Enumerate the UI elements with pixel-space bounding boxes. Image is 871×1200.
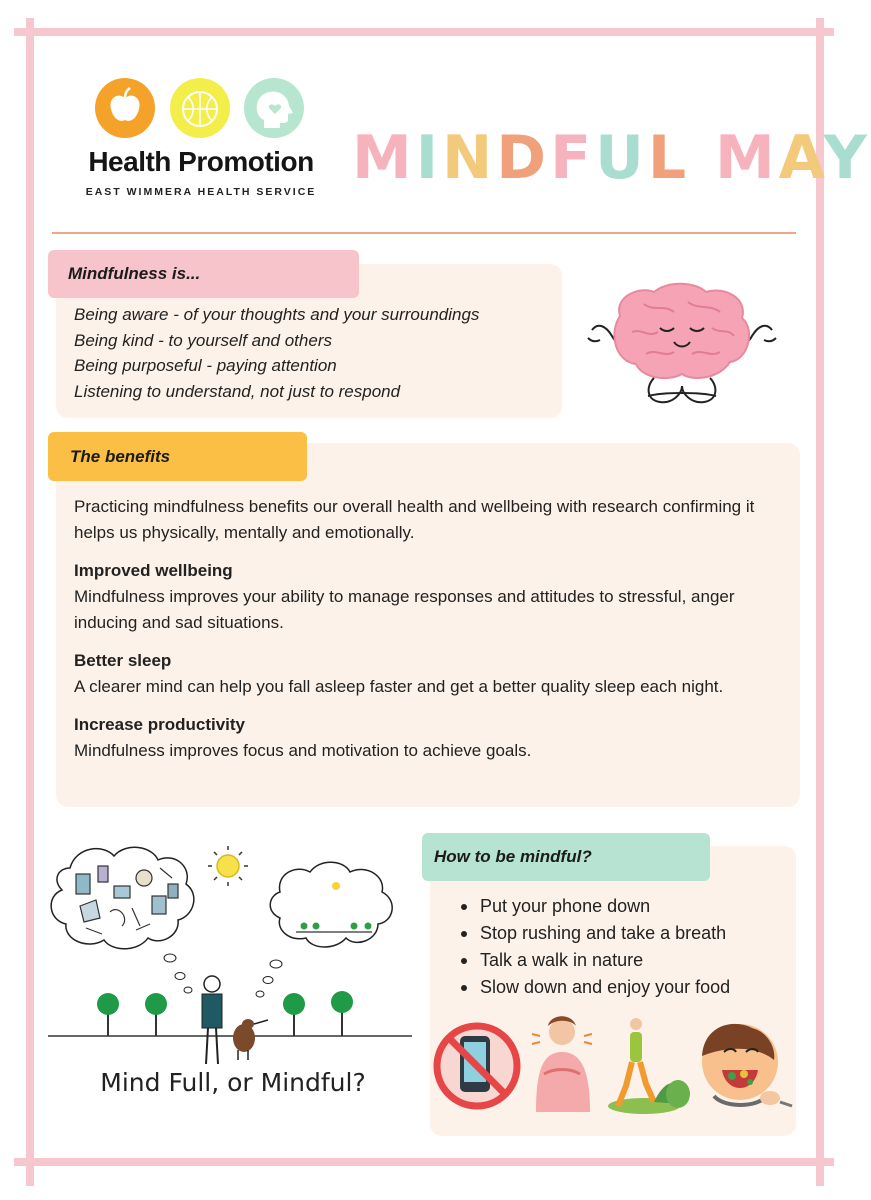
headline-letter: M <box>714 123 779 193</box>
how-icons-strip <box>432 1012 794 1120</box>
no-phone-icon <box>435 1024 519 1108</box>
intro-line: Being aware - of your thoughts and your surroundings <box>74 305 480 324</box>
benefit-text: Mindfulness improves focus and motivation to achieve goals. <box>74 741 532 760</box>
benefit-item <box>74 712 786 764</box>
eating-person-icon <box>702 1024 792 1106</box>
breathing-person-icon <box>532 1016 592 1112</box>
list-item: Talk a walk in nature <box>458 947 788 974</box>
intro-line: Being kind - to yourself and others <box>74 330 332 350</box>
frame-left <box>26 18 34 1186</box>
intro-line: Being purposeful - paying attention <box>74 356 337 375</box>
walking-person-icon <box>608 1018 690 1114</box>
benefits-body <box>74 494 786 776</box>
headline-letter: U <box>595 123 648 193</box>
headline-letter: N <box>442 123 497 193</box>
intro-tab: Mindfulness is... <box>48 250 359 298</box>
headline-space <box>690 123 715 193</box>
apple-icon <box>95 78 155 138</box>
how-list <box>458 893 788 1001</box>
benefits-tab: The benefits <box>48 432 307 481</box>
benefit-heading: Improved wellbeing <box>74 561 233 580</box>
logo-icons <box>94 76 304 140</box>
headline-letter: D <box>496 123 551 193</box>
logo-title: Health Promotion <box>88 146 314 177</box>
frame-top <box>14 28 834 36</box>
sun-icon <box>208 846 248 886</box>
intro-list <box>74 302 554 404</box>
intro-line: Listening to understand, not just to respond <box>74 381 401 401</box>
sports-ball-icon <box>170 78 230 138</box>
header-divider <box>52 232 796 234</box>
headline-letter: A <box>778 123 824 193</box>
headline-letter: Y <box>823 123 871 193</box>
list-item: Slow down and enjoy your food <box>458 974 788 1001</box>
benefit-heading: Increase productivity <box>74 715 246 734</box>
how-tab: How to be mindful? <box>422 833 710 881</box>
list-item: Put your phone down <box>458 893 788 920</box>
frame-right <box>816 18 824 1186</box>
frame-bottom <box>14 1158 834 1166</box>
benefit-item <box>74 648 786 700</box>
illustration-caption: Mind Full, or Mindful? <box>100 1068 366 1097</box>
benefit-heading: Better sleep <box>74 651 172 670</box>
head-heart-icon <box>244 78 304 138</box>
meditating-brain-illustration <box>584 282 780 410</box>
benefit-text: A clearer mind can help you fall asleep faster and get a better quality sleep each night. <box>74 677 724 696</box>
headline-letter: I <box>415 123 443 193</box>
benefit-text: Mindfulness improves your ability to manage responses and attitudes to stressful, anger inducing and sad situations. <box>74 587 735 632</box>
headline-letter: L <box>647 123 691 193</box>
page-title <box>352 118 871 198</box>
headline-letter: M <box>352 123 416 193</box>
list-item: Stop rushing and take a breath <box>458 920 788 947</box>
benefit-item <box>74 558 786 636</box>
headline-letter: F <box>550 123 596 193</box>
mind-full-illustration <box>40 838 420 1070</box>
benefits-intro: Practicing mindfulness benefits our overall health and wellbeing with research confirming it helps us physically, mentally and emotionally. <box>74 497 755 542</box>
logo-subtitle: EAST WIMMERA HEALTH SERVICE <box>85 186 317 198</box>
